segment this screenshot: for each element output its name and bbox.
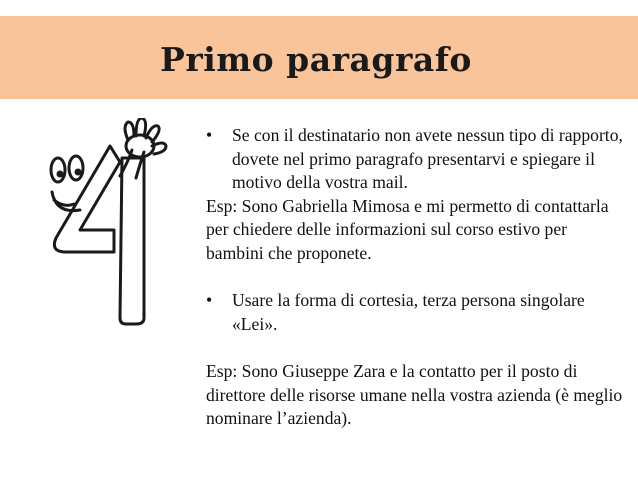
bullet-item: [206, 289, 626, 336]
example-text-second: Esp: Sono Giuseppe Zara e la contatto per il posto di direttore delle risorse umane nella vostra azienda (è meglio nominare l’azienda).: [206, 360, 623, 429]
bullet-item: [206, 124, 626, 195]
example-text-first: Esp: Sono Gabriella Mimosa e mi permetto di contattarla per chiedere delle informazioni sul corso estivo per bambini che proponete.: [206, 195, 609, 263]
spacer: [206, 266, 626, 290]
bullet-mark: •: [206, 125, 213, 145]
spacer: [206, 336, 626, 360]
bullet-text-second: Usare la forma di cortesia, terza persona singolare «Lei».: [232, 290, 585, 334]
bullet-mark: •: [206, 290, 213, 311]
slide-body: [206, 124, 626, 431]
number-four-character-waving-icon: [36, 118, 176, 328]
bullet-text-first: Se con il destinatario non avete nessun tipo di rapporto, dovete nel primo paragrafo presentarvi e spiegare il motivo della vostra mail.: [232, 125, 623, 193]
slide-title: Primo paragrafo: [160, 40, 472, 79]
